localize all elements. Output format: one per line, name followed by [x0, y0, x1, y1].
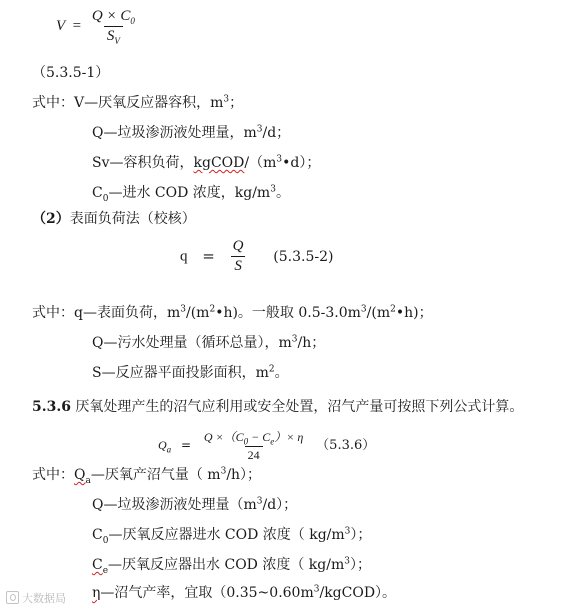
eq1-numerator: Q × C	[91, 8, 131, 24]
where2-s-line	[92, 364, 289, 382]
where3-qa-sub: a	[85, 475, 91, 486]
where3-qa-line	[32, 466, 261, 484]
where1-sv-b: /（m	[244, 155, 277, 171]
where2-line1-a: 式中：q—表面负荷，m	[32, 305, 181, 321]
where3-q-a: Q—垃圾渗沥液处理量（m	[92, 497, 257, 513]
where2-line1-sup4: 2	[390, 304, 396, 315]
where3-ce-sub: e	[102, 565, 109, 576]
where1-c0-sub: 0	[102, 193, 109, 204]
where2-s-b: 。	[274, 365, 289, 381]
where3-eta-symbol: η	[92, 585, 101, 601]
where3-ce-line	[92, 556, 371, 574]
where1-c0-sup: 3	[270, 184, 276, 195]
where2-s-a: S—反应器平面投影面积，m	[92, 365, 269, 381]
where1-v-sup: 3	[223, 94, 230, 105]
where3-ce-sup: 3	[344, 556, 350, 567]
where2-q-sup: 3	[291, 334, 298, 345]
where2-line1-sup3: 3	[360, 304, 367, 315]
where1-sv-sup: 3	[276, 154, 283, 165]
eq3-lhs-sub: a	[166, 444, 172, 455]
where1-lead: 式中：	[32, 95, 74, 111]
watermark	[6, 590, 66, 606]
watermark-icon	[6, 591, 19, 604]
where3-eta-line	[92, 584, 396, 602]
where2-q-line	[92, 334, 325, 352]
eq3-equals: =	[181, 438, 192, 452]
where3-qa-text: —厌氧产沼气量（ m	[90, 467, 221, 483]
where1-c0-b: —进水 COD 浓度，kg/m	[108, 185, 271, 201]
where1-c0-line	[92, 184, 290, 202]
eq1-fraction	[89, 8, 138, 45]
where3-ce-c: ）；	[349, 557, 371, 573]
where3-lead: 式中：	[32, 467, 74, 483]
where1-c0-a: C	[92, 185, 103, 201]
where2-line1	[32, 304, 433, 322]
where3-ce-b: —厌氧反应器出水 COD 浓度（ kg/m	[108, 557, 345, 573]
where3-c0-line	[92, 526, 371, 544]
where1-v-text: V—厌氧反应器容积，m	[74, 95, 224, 111]
where3-qa-symbol	[74, 467, 91, 486]
where3-ce-a: C	[92, 557, 103, 573]
where1-c0-c: 。	[275, 185, 290, 201]
where2-s-sup: 2	[268, 364, 275, 375]
eq1-numerator-sub: 0	[130, 16, 135, 26]
eq2-numerator: Q	[232, 238, 244, 254]
eq1-denominator-sub: V	[114, 36, 120, 46]
where1-sv-line	[92, 154, 320, 172]
clause-text: 厌氧处理产生的沼气应利用或安全处置，沼气产量可按照下列公式计算。	[70, 399, 524, 415]
eq3-lhs	[158, 438, 172, 455]
section2-heading	[32, 210, 196, 228]
where3-qa-sup: 3	[220, 466, 227, 477]
eq1-lhs: V	[56, 17, 65, 34]
where3-eta-sup: 3	[313, 584, 320, 595]
where1-q-end: /d；	[262, 125, 291, 141]
eq2-number: (5.3.5-2)	[273, 248, 334, 265]
watermark-text: 大数据局	[22, 592, 66, 605]
clause-number: 5.3.6	[32, 399, 71, 415]
eq3-num-c: ）× η	[274, 430, 304, 444]
where1-q-line	[92, 124, 290, 142]
where1-sv-c: •d）；	[282, 155, 321, 171]
eq3-num-a: Q ×（C	[203, 430, 244, 444]
equation-surface-load	[180, 238, 333, 275]
equation-biogas	[158, 428, 375, 463]
where3-ce-symbol	[92, 557, 109, 576]
where3-c0-a: C	[92, 527, 103, 543]
section2-number: （2）	[32, 211, 70, 227]
where2-q-a: Q—污水处理量（循环总量），m	[92, 335, 292, 351]
where1-q-sup: 3	[256, 124, 263, 135]
where2-line1-b: /(m	[185, 305, 210, 321]
where3-q-sup: 3	[256, 496, 263, 507]
where2-line1-sup1: 3	[180, 304, 186, 315]
where2-line1-e: •h)；	[395, 305, 433, 321]
where1-v-line	[32, 94, 243, 112]
where3-q-b: /d）；	[262, 497, 298, 513]
where1-q-text: Q—垃圾渗沥液处理量，m	[92, 125, 257, 141]
eq1-equals: =	[72, 17, 82, 34]
where3-qa-end: /h）；	[226, 467, 262, 483]
where3-c0-b: —厌氧反应器进水 COD 浓度（ kg/m	[108, 527, 345, 543]
where2-line1-sup2: 2	[209, 304, 216, 315]
where1-sv-kg: kgCOD	[193, 155, 245, 171]
where2-line1-d: /(m	[366, 305, 391, 321]
eq3-num-sub2: e	[270, 436, 275, 447]
eq1-denominator: S	[106, 28, 115, 44]
eq2-equals: =	[202, 246, 215, 265]
section2-title: 表面负荷法（校核）	[69, 211, 196, 227]
eq3-number: （5.3.6）	[316, 438, 376, 453]
where3-eta-c: /kgCOD）。	[319, 585, 397, 601]
equation-volume	[56, 8, 138, 45]
where1-sv-a: Sv—容积负荷，	[92, 155, 194, 171]
eq3-lhs-q: Q	[158, 438, 167, 452]
eq1-number: （5.3.5-1）	[32, 65, 110, 81]
where3-qa-q: Q	[74, 467, 86, 483]
eq3-fraction	[201, 428, 306, 463]
eq2-denominator: S	[231, 256, 245, 275]
where2-line1-c: •h)。一般取 0.5-3.0m	[215, 305, 361, 321]
eq3-num-b: − C	[248, 430, 271, 444]
where3-eta-b: —沼气产率，宜取（0.35~0.60m	[100, 585, 314, 601]
where3-c0-sup: 3	[344, 526, 351, 537]
where3-c0-sub: 0	[102, 535, 109, 546]
eq3-num-sub1: 0	[243, 436, 249, 447]
where3-c0-c: ）；	[350, 527, 372, 543]
where3-q-line	[92, 496, 297, 514]
eq2-lhs: q	[180, 248, 188, 265]
eq2-fraction	[230, 238, 247, 275]
clause-5-3-6	[32, 398, 523, 416]
where1-v-end: ；	[229, 95, 244, 111]
where2-q-b: /h；	[297, 335, 326, 351]
eq3-denominator: 24	[245, 446, 263, 463]
